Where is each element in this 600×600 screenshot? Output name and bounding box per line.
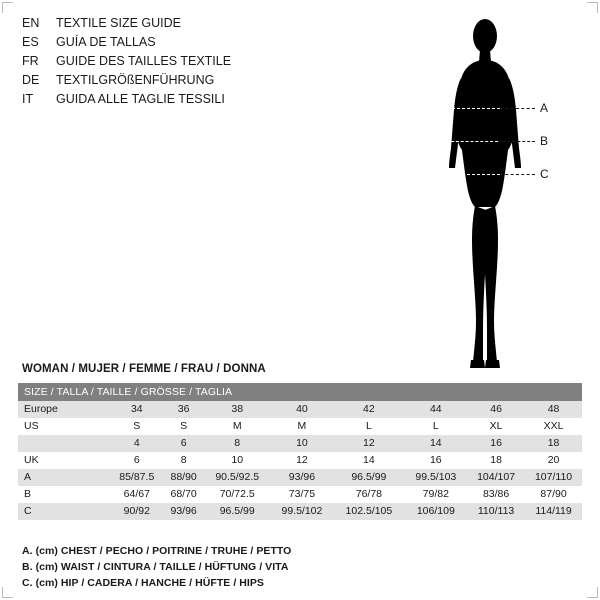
cell-a-4: 96.5/99 xyxy=(333,469,404,486)
cell-uk-1: 8 xyxy=(164,452,204,469)
cell-b-3: 73/75 xyxy=(271,486,333,503)
cell-europe-5: 44 xyxy=(405,401,467,418)
measure-line-c-inner xyxy=(442,174,500,175)
measure-line-b-inner xyxy=(446,141,498,142)
cell-uk-6: 18 xyxy=(467,452,525,469)
cell-us-1: S xyxy=(164,418,204,435)
title-text-it: GUIDA ALLE TAGLIE TESSILI xyxy=(56,92,225,106)
cell-uk-3: 12 xyxy=(271,452,333,469)
title-lang-de: DE xyxy=(22,73,40,87)
row-label-uk: UK xyxy=(18,452,110,469)
cell-uk-0: 6 xyxy=(110,452,164,469)
cell-usnum-3: 10 xyxy=(271,435,333,452)
cell-c-7: 114/119 xyxy=(525,503,582,520)
cell-usnum-0: 4 xyxy=(110,435,164,452)
measure-label-a: A xyxy=(540,101,549,115)
cell-c-4: 102.5/105 xyxy=(333,503,404,520)
cell-europe-4: 42 xyxy=(333,401,404,418)
measure-label-b: B xyxy=(540,134,549,148)
measure-line-c-outer xyxy=(500,174,535,175)
cell-a-3: 93/96 xyxy=(271,469,333,486)
footnote-block xyxy=(22,543,542,591)
cell-uk-2: 10 xyxy=(204,452,271,469)
cell-europe-0: 34 xyxy=(110,401,164,418)
cell-usnum-5: 14 xyxy=(405,435,467,452)
cell-c-5: 106/109 xyxy=(405,503,467,520)
footnote-c: C. (cm) HIP / CADERA / HANCHE / HÜFTE / HIPS xyxy=(22,577,264,589)
title-text-es: GUÍA DE TALLAS xyxy=(56,35,156,49)
cell-uk-4: 14 xyxy=(333,452,404,469)
cell-us-7: XXL xyxy=(525,418,582,435)
cell-europe-3: 40 xyxy=(271,401,333,418)
table-row-us xyxy=(18,418,582,435)
size-table-wrapper xyxy=(18,383,582,520)
cell-europe-1: 36 xyxy=(164,401,204,418)
table-row-b xyxy=(18,486,582,503)
row-label-b: B xyxy=(18,486,110,503)
cell-b-4: 76/78 xyxy=(333,486,404,503)
corner-mark-bottom-right xyxy=(587,587,598,598)
cell-us-3: M xyxy=(271,418,333,435)
title-row-fr xyxy=(22,54,352,73)
cell-usnum-7: 18 xyxy=(525,435,582,452)
cell-a-6: 104/107 xyxy=(467,469,525,486)
table-row-a xyxy=(18,469,582,486)
row-label-us: US xyxy=(18,418,110,435)
cell-usnum-6: 16 xyxy=(467,435,525,452)
cell-uk-7: 20 xyxy=(525,452,582,469)
table-row-us-numeric xyxy=(18,435,582,452)
cell-c-0: 90/92 xyxy=(110,503,164,520)
title-text-de: TEXTILGRÖßENFÜHRUNG xyxy=(56,73,215,87)
title-row-it xyxy=(22,92,352,111)
cell-europe-2: 38 xyxy=(204,401,271,418)
corner-mark-top-right xyxy=(587,2,598,13)
footnote-a: A. (cm) CHEST / PECHO / POITRINE / TRUHE / PETTO xyxy=(22,545,292,557)
size-table xyxy=(18,383,582,520)
figure-area xyxy=(380,10,580,370)
row-label-c: C xyxy=(18,503,110,520)
title-lang-it: IT xyxy=(22,92,34,106)
row-label-us-numeric xyxy=(18,435,110,452)
cell-c-3: 99.5/102 xyxy=(271,503,333,520)
cell-us-5: L xyxy=(405,418,467,435)
cell-a-2: 90.5/92.5 xyxy=(204,469,271,486)
cell-b-1: 68/70 xyxy=(164,486,204,503)
cell-us-0: S xyxy=(110,418,164,435)
cell-usnum-1: 6 xyxy=(164,435,204,452)
corner-mark-top-left xyxy=(2,2,13,13)
table-header-row xyxy=(18,383,582,401)
cell-us-2: M xyxy=(204,418,271,435)
cell-c-1: 93/96 xyxy=(164,503,204,520)
cell-usnum-4: 12 xyxy=(333,435,404,452)
title-text-en: TEXTILE SIZE GUIDE xyxy=(56,16,182,30)
cell-us-4: L xyxy=(333,418,404,435)
row-label-a: A xyxy=(18,469,110,486)
title-block xyxy=(22,16,352,111)
cell-us-6: XL xyxy=(467,418,525,435)
cell-b-6: 83/86 xyxy=(467,486,525,503)
cell-c-2: 96.5/99 xyxy=(204,503,271,520)
section-heading-woman: WOMAN / MUJER / FEMME / FRAU / DONNA xyxy=(22,363,266,375)
cell-usnum-2: 8 xyxy=(204,435,271,452)
measure-label-c: C xyxy=(540,167,549,181)
female-silhouette-icon xyxy=(430,10,540,370)
title-lang-es: ES xyxy=(22,35,39,49)
table-row-c xyxy=(18,503,582,520)
title-row-de xyxy=(22,73,352,92)
measure-line-b-outer xyxy=(498,141,535,142)
cell-europe-7: 48 xyxy=(525,401,582,418)
footnote-b: B. (cm) WAIST / CINTURA / TAILLE / HÜFTUNG / VITA xyxy=(22,561,289,573)
title-text-fr: GUIDE DES TAILLES TEXTILE xyxy=(56,54,232,68)
table-header-label: SIZE / TALLA / TAILLE / GRÖSSE / TAGLIA xyxy=(18,383,582,401)
title-lang-en: EN xyxy=(22,16,40,30)
cell-b-0: 64/67 xyxy=(110,486,164,503)
row-label-europe: Europe xyxy=(18,401,110,418)
table-row-europe xyxy=(18,401,582,418)
measure-line-a-inner xyxy=(442,108,500,109)
measure-line-a-outer xyxy=(500,108,535,109)
corner-mark-bottom-left xyxy=(2,587,13,598)
cell-europe-6: 46 xyxy=(467,401,525,418)
cell-a-0: 85/87.5 xyxy=(110,469,164,486)
cell-b-7: 87/90 xyxy=(525,486,582,503)
cell-c-6: 110/113 xyxy=(467,503,525,520)
cell-b-5: 79/82 xyxy=(405,486,467,503)
cell-a-7: 107/110 xyxy=(525,469,582,486)
title-row-es xyxy=(22,35,352,54)
cell-a-5: 99.5/103 xyxy=(405,469,467,486)
table-row-uk xyxy=(18,452,582,469)
cell-b-2: 70/72.5 xyxy=(204,486,271,503)
title-lang-fr: FR xyxy=(22,54,39,68)
cell-uk-5: 16 xyxy=(405,452,467,469)
title-row-en xyxy=(22,16,352,35)
cell-a-1: 88/90 xyxy=(164,469,204,486)
